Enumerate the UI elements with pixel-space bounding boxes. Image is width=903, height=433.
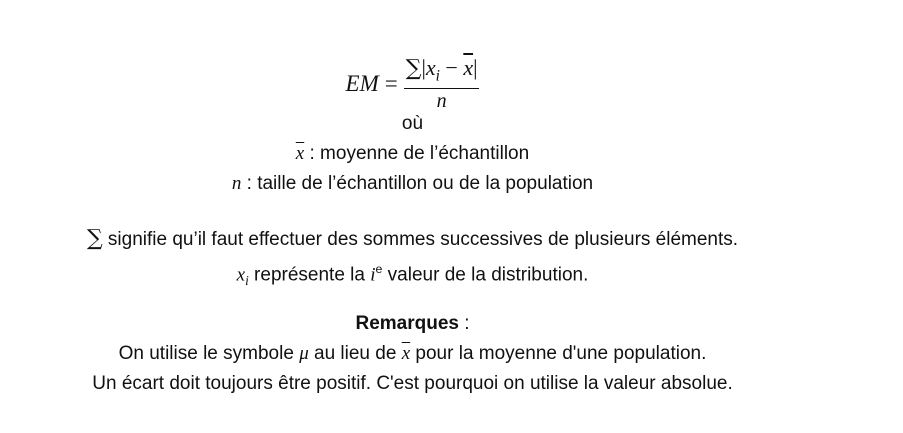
remark-1-middle: au lieu de — [308, 343, 402, 364]
formula-denominator: n — [436, 89, 447, 112]
definition-n-text: : taille de l’échantillon ou de la population — [241, 173, 594, 194]
definition-xbar-symbol: $\overline{x}$ — [295, 143, 305, 164]
remarks-heading — [0, 312, 825, 336]
formula-equals: = — [384, 71, 398, 96]
abs-close: | — [473, 55, 478, 81]
xbar-symbol: $\overline{x}$ — [463, 55, 474, 81]
sigma-note-text: signifie qu’il faut effectuer des sommes successives de plusieurs éléments. — [102, 229, 739, 250]
xi-note — [0, 257, 825, 293]
formula-numerator — [404, 55, 480, 87]
sigma-note — [0, 227, 825, 252]
sum-symbol: ∑ — [405, 56, 422, 82]
definition-xbar-text: : moyenne de l’échantillon — [304, 143, 530, 164]
ith-base: i — [370, 264, 376, 286]
ith-sup: e — [375, 262, 383, 276]
xi-note-text-before: représente la — [248, 264, 371, 286]
mu-symbol: μ — [299, 343, 309, 364]
remarks-title: Remarques — [355, 313, 459, 334]
xi-note-sub: i — [245, 273, 249, 289]
remark-1-after: pour la moyenne d'une population. — [410, 343, 707, 364]
remark-line-1 — [0, 342, 825, 366]
xi-sub: i — [435, 67, 440, 85]
definition-xbar — [0, 142, 825, 166]
xi-base: x — [425, 55, 436, 81]
definition-n — [0, 172, 825, 196]
sigma-note-symbol: ∑ — [86, 226, 103, 251]
minus-sign: − — [439, 55, 464, 81]
remark-xbar-symbol: $\overline{x}$ — [401, 343, 411, 364]
abs-open: | — [421, 55, 426, 81]
remark-1-before: On utilise le symbole — [118, 343, 300, 364]
definition-n-symbol: n — [231, 173, 242, 194]
formula-fraction — [404, 55, 480, 112]
xi-note-base: x — [236, 264, 246, 286]
remarks-title-suffix: : — [458, 313, 470, 334]
xi-note-text-after: valeur de la distribution. — [382, 264, 589, 286]
where-label: où — [401, 113, 424, 134]
formula-lhs: EM — [345, 71, 379, 96]
remark-line-2: Un écart doit toujours être positif. C'est pourquoi on utilise la valeur absolue. — [92, 373, 733, 394]
mean-deviation-formula — [0, 52, 825, 116]
